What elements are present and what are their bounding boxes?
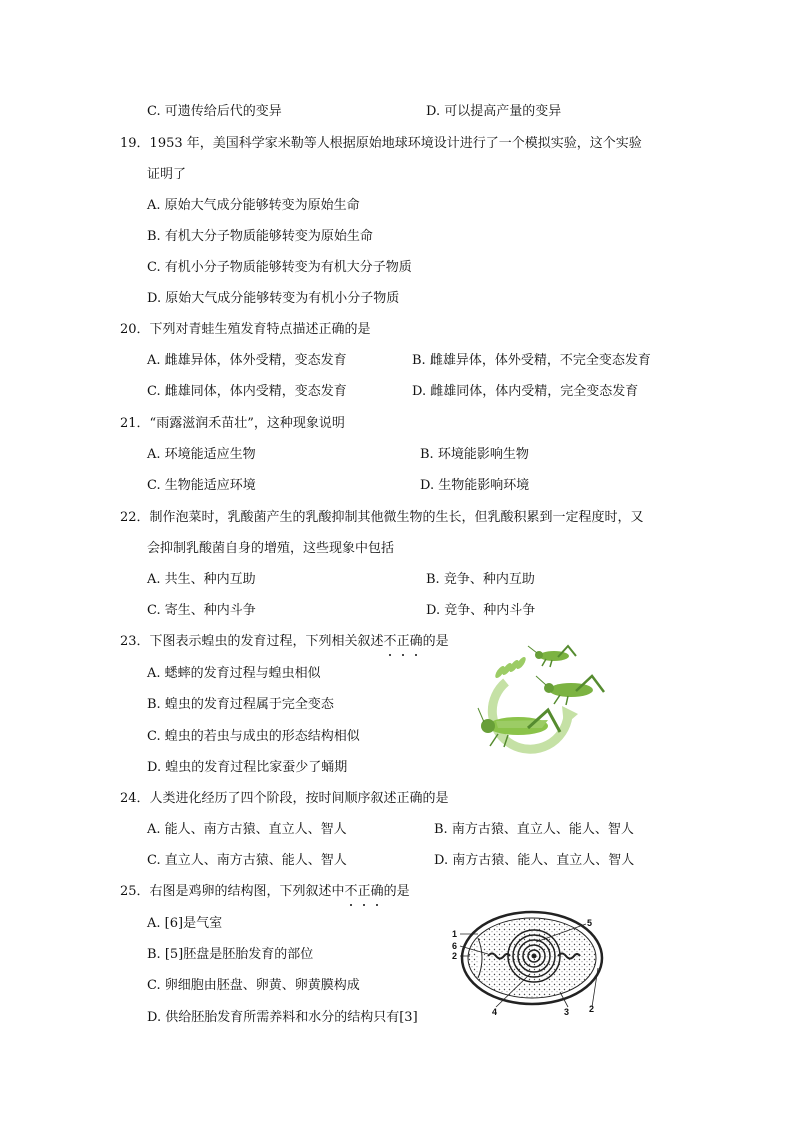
egg-structure-figure xyxy=(448,908,608,1018)
q20-stem: 20．下列对青蛙生殖发育特点描述正确的是 xyxy=(120,322,371,337)
q24-stem: 24．人类进化经历了四个阶段，按时间顺序叙述正确的是 xyxy=(120,791,449,806)
emphasis-char: 正 xyxy=(396,634,410,649)
q19-option-c: C. 有机小分子物质能够转变为有机大分子物质 xyxy=(147,260,412,275)
q25-option-d: D. 供给胚胎发育所需养料和水分的结构只有[3] xyxy=(147,1010,418,1025)
q22-option-b: B. 竞争、种内互助 xyxy=(426,572,535,587)
q25-option-b: B. [5]胚盘是胚胎发育的部位 xyxy=(147,947,314,962)
egg-label-5: 5 xyxy=(587,918,593,928)
q23-option-a: A. 蟋蟀的发育过程与蝗虫相似 xyxy=(147,666,321,681)
q18-option-d: D. 可以提高产量的变异 xyxy=(426,104,562,119)
egg-label-2-right: 2 xyxy=(589,1004,595,1014)
q25-stem-text: 25．右图是鸡卵的结构图，下列叙述中 xyxy=(120,884,345,899)
emphasis-char: 正 xyxy=(357,884,371,899)
q19-stem-line1: 19．1953 年，美国科学家米勒等人根据原始地球环境设计进行了一个模拟实验，这个实验 xyxy=(120,136,642,151)
emphasis-char: 确 xyxy=(370,884,384,899)
q19-option-a: A. 原始大气成分能够转变为原始生命 xyxy=(147,198,360,213)
q25-option-c: C. 卵细胞由胚盘、卵黄、卵黄膜构成 xyxy=(147,978,360,993)
q21-option-c: C. 生物能适应环境 xyxy=(147,478,256,493)
emphasis-char: 确 xyxy=(409,634,423,649)
nymph-large xyxy=(536,676,604,705)
q21-option-a: A. 环境能适应生物 xyxy=(147,447,256,462)
egg-label-1: 1 xyxy=(452,929,458,939)
q23-option-b: B. 蝗虫的发育过程属于完全变态 xyxy=(147,697,334,712)
q25-option-a: A. [6]是气室 xyxy=(147,916,223,931)
q22-stem-line1: 22．制作泡菜时，乳酸菌产生的乳酸抑制其他微生物的生长，但乳酸积累到一定程度时，又 xyxy=(120,510,644,525)
nymph-small xyxy=(528,646,576,667)
q22-option-a: A. 共生、种内互助 xyxy=(147,572,256,587)
q21-option-d: D. 生物能影响环境 xyxy=(420,478,530,493)
q25-stem xyxy=(120,883,410,901)
q23-option-c: C. 蝗虫的若虫与成虫的形态结构相似 xyxy=(147,729,360,744)
q24-option-d: D. 南方古猿、能人、直立人、智人 xyxy=(434,853,635,868)
q23-stem xyxy=(120,633,449,651)
q24-option-b: B. 南方古猿、直立人、能人、智人 xyxy=(434,822,634,837)
q24-option-a: A. 能人、南方古猿、直立人、智人 xyxy=(147,822,347,837)
egg-stage xyxy=(494,656,528,680)
q21-option-b: B. 环境能影响生物 xyxy=(420,447,529,462)
q20-option-d: D. 雌雄同体，体内受精，完全变态发育 xyxy=(412,384,639,399)
q20-option-a: A. 雌雄异体，体外受精，变态发育 xyxy=(147,353,347,368)
q23-stem-tail: 的是 xyxy=(422,634,449,649)
egg-structure-diagram xyxy=(448,908,608,1018)
emphasis-char: 不 xyxy=(383,634,397,649)
q20-option-c: C. 雌雄同体，体内受精，变态发育 xyxy=(147,384,347,399)
q19-option-d: D. 原始大气成分能够转变为有机小分子物质 xyxy=(147,291,400,306)
emphasis-char: 不 xyxy=(344,884,358,899)
q19-stem-line2: 证明了 xyxy=(147,167,187,182)
grasshopper-cycle-illustration xyxy=(476,642,612,754)
q25-stem-tail: 的是 xyxy=(383,884,410,899)
q23-option-d: D. 蝗虫的发育过程比家蚕少了蛹期 xyxy=(147,760,348,775)
q18-option-c: C. 可遗传给后代的变异 xyxy=(147,104,282,119)
egg-label-6: 6 xyxy=(452,941,458,951)
egg-label-2: 2 xyxy=(452,951,458,961)
egg-label-4: 4 xyxy=(492,1007,498,1017)
egg-label-3: 3 xyxy=(564,1007,570,1017)
q19-option-b: B. 有机大分子物质能够转变为原始生命 xyxy=(147,229,373,244)
q22-option-d: D. 竞争、种内斗争 xyxy=(426,603,536,618)
q21-stem: 21．“雨露滋润禾苗壮”，这种现象说明 xyxy=(120,416,345,431)
q22-stem-line2: 会抑制乳酸菌自身的增殖，这些现象中包括 xyxy=(147,541,395,556)
grasshopper-development-figure xyxy=(476,642,612,754)
q24-option-c: C. 直立人、南方古猿、能人、智人 xyxy=(147,853,347,868)
q22-option-c: C. 寄生、种内斗争 xyxy=(147,603,256,618)
q23-stem-text: 23．下图表示蝗虫的发育过程，下列相关叙述 xyxy=(120,634,384,649)
q20-option-b: B. 雌雄异体，体外受精，不完全变态发育 xyxy=(412,353,651,368)
